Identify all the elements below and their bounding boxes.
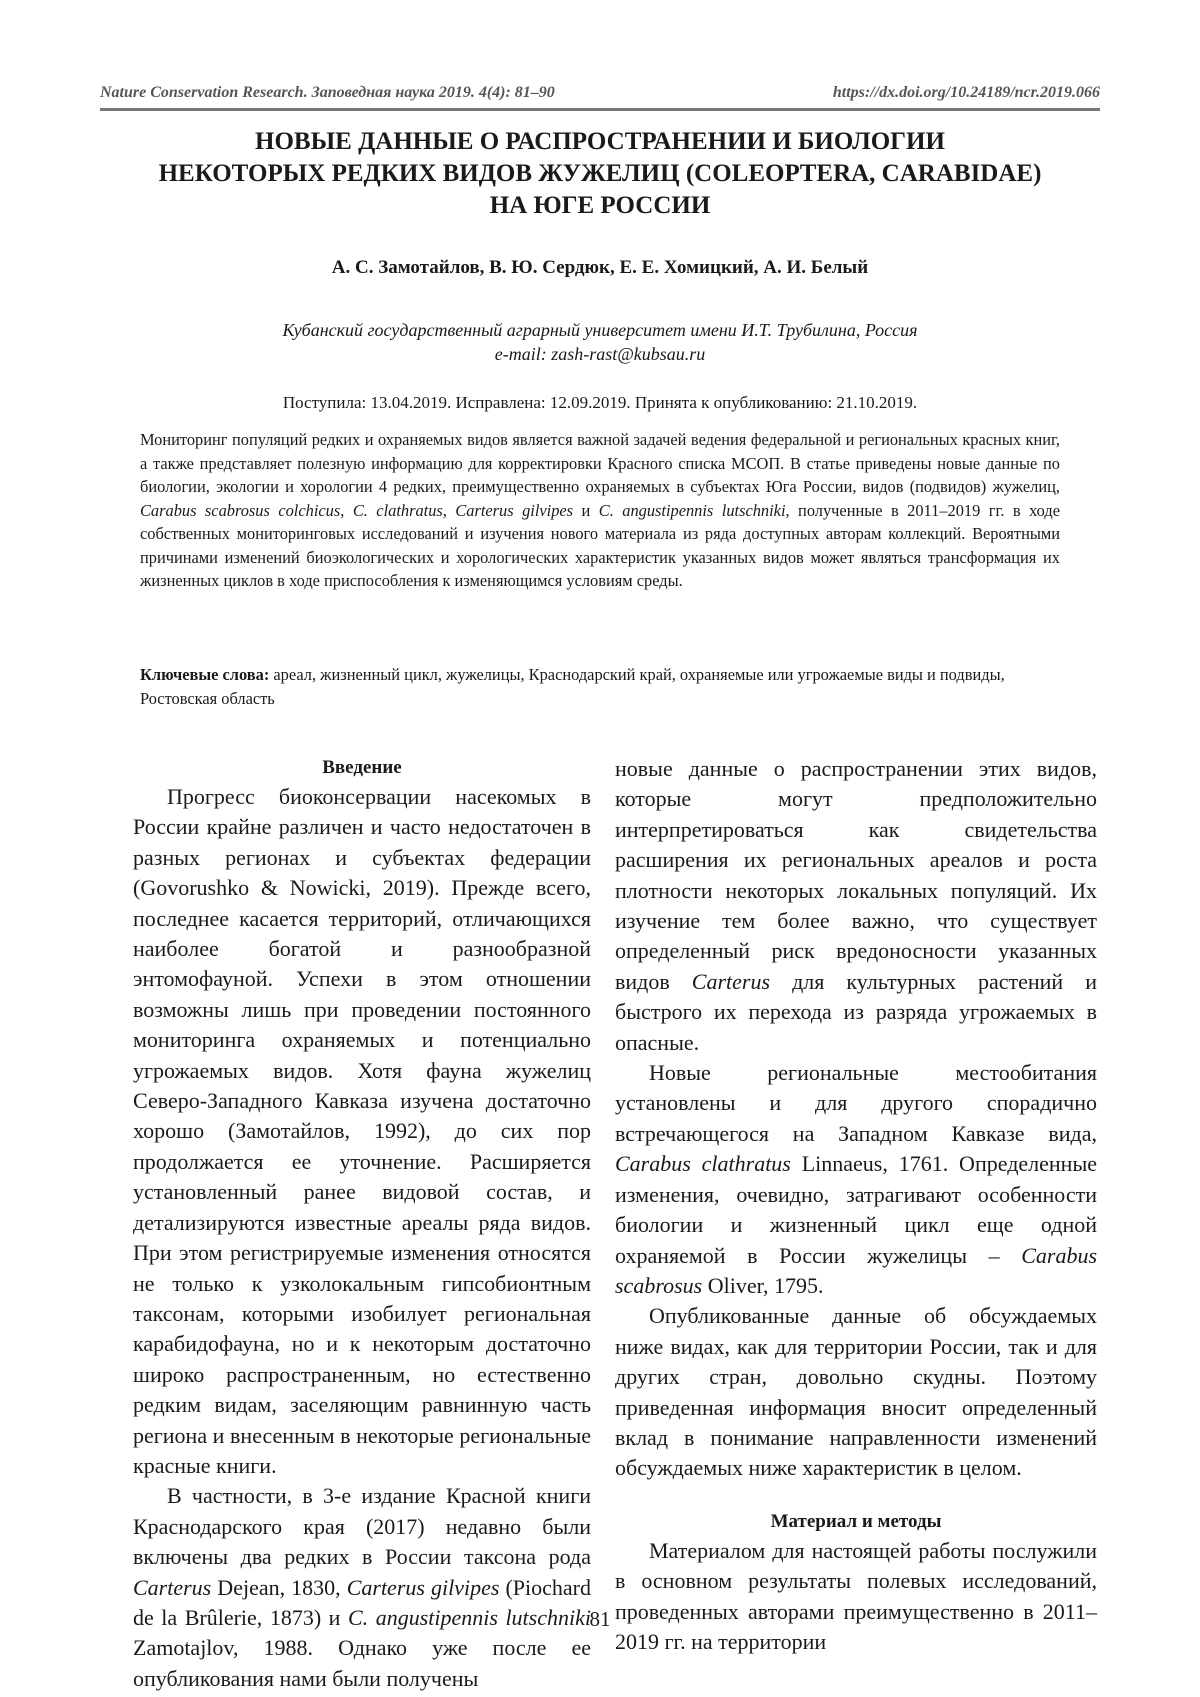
- text-run: и: [573, 501, 599, 520]
- left-paragraphs: [133, 782, 591, 1694]
- article-title: [100, 126, 1100, 222]
- text-run: ,: [340, 501, 353, 520]
- right-paragraphs-intro: [615, 754, 1097, 1484]
- taxon-name: Carterus gilvipes: [347, 1575, 500, 1600]
- text-run: Опубликованные данные об обсуждаемых ниже видах, как для территории России, так и для других стран, довольно скудны. Поэтому приведенная информация вносит определенный вклад в понимание направленности изменений обсуждаемых ниже характеристик в целом.: [615, 1303, 1097, 1480]
- taxon-name: Carabus scabrosus colchicus: [140, 501, 340, 520]
- text-run: Zamotajlov, 1988. Однако уже после ее опубликования нами были получены: [133, 1635, 591, 1690]
- taxon-name: C. clathratus: [353, 501, 443, 520]
- paragraph: [615, 1536, 1097, 1658]
- right-paragraphs-methods: [615, 1536, 1097, 1658]
- submission-dates: Поступила: 13.04.2019. Исправлена: 12.09.2019. Принята к опубликованию: 21.10.2019.: [100, 393, 1100, 413]
- page-number: 81: [0, 1607, 1200, 1632]
- text-run: Новые региональные местообитания установлены и для другого спорадично встречающегося на Западном Кавказе вида,: [615, 1060, 1097, 1146]
- paragraph: [133, 782, 591, 1481]
- email: e-mail: zash-rast@kubsau.ru: [100, 342, 1100, 366]
- text-run: Материалом для настоящей работы послужили в основном результаты полевых исследований, проведенных авторами преимущественно в 2011–2019 гг. на территории: [615, 1538, 1097, 1654]
- paragraph: [615, 754, 1097, 1058]
- text-run: (Piochard de la Brûlerie, 1873) и: [133, 1575, 591, 1630]
- taxon-name: C. angustipennis lutschniki: [599, 501, 786, 520]
- section-heading-methods: Материал и методы: [615, 1508, 1097, 1536]
- header-rule: [100, 108, 1100, 111]
- text-run: Oliver, 1795.: [702, 1273, 823, 1298]
- keywords: [140, 663, 1060, 710]
- text-run: Прогресс биоконсервации насекомых в России крайне различен и часто недостаточен в разных регионах и субъектах федерации (Govorushko & Nowicki, 2019). Прежде всего, последнее касается территорий, отличающихся наиболее богатой и разнообразной энтомофауной. Успехи в этом отношении возможны лишь при проведении постоянного мониторинга охраняемых и потенциально угрожаемых видов. Хотя фауна жужелиц Северо-Западного Кавказа изучена достаточно хорошо (Замотайлов, 1992), до сих пор продолжается ее уточнение. Расширяется установленный ранее видовой состав, и детализируются известные ареалы ряда видов. При этом регистрируемые изменения относятся не только к узколокальным гипсобионтным таксонам, которыми изобилует региональная карабидофауна, но и к некоторым достаточно широко распространенным, но естественно редким видам, заселяющим равнинную часть региона и внесенным в некоторые региональные красные книги.: [133, 784, 591, 1478]
- running-header: [100, 84, 1100, 102]
- text-run: , полученные в 2011–2019 гг. в ходе собственных мониторинговых исследований и изучения нового материала из ряда доступных авторам коллекций. Вероятными причинами изменений биоэкологических и хорологических характеристик указанных видов может являться трансформация их жизненных циклов в ходе приспособления к изменяющимся условиям среды.: [140, 501, 1060, 591]
- text-run: Dejean, 1830,: [211, 1575, 346, 1600]
- left-column: [133, 754, 591, 1694]
- text-run: ,: [443, 501, 456, 520]
- taxon-name: Carterus gilvipes: [455, 501, 573, 520]
- taxon-name: Carabus scabrosus: [615, 1243, 1097, 1298]
- text-run: для культурных растений и быстрого их перехода из разряда угрожаемых в опасные.: [615, 969, 1097, 1055]
- title-line: НА ЮГЕ РОССИИ: [100, 190, 1100, 222]
- affiliation-block: [100, 318, 1100, 366]
- taxon-name: C. angustipennis lutschniki: [348, 1605, 591, 1630]
- text-run: новые данные о распространении этих видов, которые могут предположительно интерпретироваться как свидетельства расширения их региональных ареалов и роста плотности некоторых локальных популяций. Их изучение тем более важно, что существует определенный риск вредоносности указанных видов: [615, 756, 1097, 994]
- taxon-name: Carterus: [692, 969, 770, 994]
- paragraph: [615, 1058, 1097, 1301]
- abstract: [140, 428, 1060, 593]
- text-run: Мониторинг популяций редких и охраняемых видов является важной задачей ведения федеральной и региональных красных книг, а также представляет полезную информацию для корректировки Красного списка МСОП. В статье приведены новые данные по биологии, экологии и хорологии 4 редких, преимущественно охраняемых в субъектах Юга России, видов (подвидов) жужелиц,: [140, 430, 1060, 496]
- section-heading-intro: Введение: [133, 754, 591, 782]
- title-line: НОВЫЕ ДАННЫЕ О РАСПРОСТРАНЕНИИ И БИОЛОГИИ: [100, 126, 1100, 158]
- paragraph: [615, 1301, 1097, 1483]
- taxon-name: Carterus: [133, 1575, 211, 1600]
- title-line: НЕКОТОРЫХ РЕДКИХ ВИДОВ ЖУЖЕЛИЦ (COLEOPTERA, CARABIDAE): [100, 158, 1100, 190]
- keywords-text: ареал, жизненный цикл, жужелицы, Краснодарский край, охраняемые или угрожаемые виды и подвиды, Ростовская область: [140, 665, 1005, 708]
- text-run: В частности, в 3-е издание Красной книги Краснодарского края (2017) недавно были включены два редких в России таксона рода: [133, 1483, 591, 1569]
- text-run: Linnaeus, 1761. Определенные изменения, очевидно, затрагивают особенности биологии и жизненный цикл еще одной охраняемой в России жужелицы –: [615, 1151, 1097, 1267]
- keywords-label: Ключевые слова:: [140, 665, 269, 684]
- affiliation: Кубанский государственный аграрный университет имени И.Т. Трубилина, Россия: [100, 318, 1100, 342]
- paragraph: [133, 1481, 591, 1694]
- authors: А. С. Замотайлов, В. Ю. Сердюк, Е. Е. Хомицкий, А. И. Белый: [100, 257, 1100, 279]
- journal-citation: Nature Conservation Research. Заповедная наука 2019. 4(4): 81–90: [100, 84, 555, 102]
- doi-link[interactable]: https://dx.doi.org/10.24189/ncr.2019.066: [833, 84, 1100, 102]
- right-column: [615, 754, 1097, 1657]
- taxon-name: Carabus clathratus: [615, 1151, 791, 1176]
